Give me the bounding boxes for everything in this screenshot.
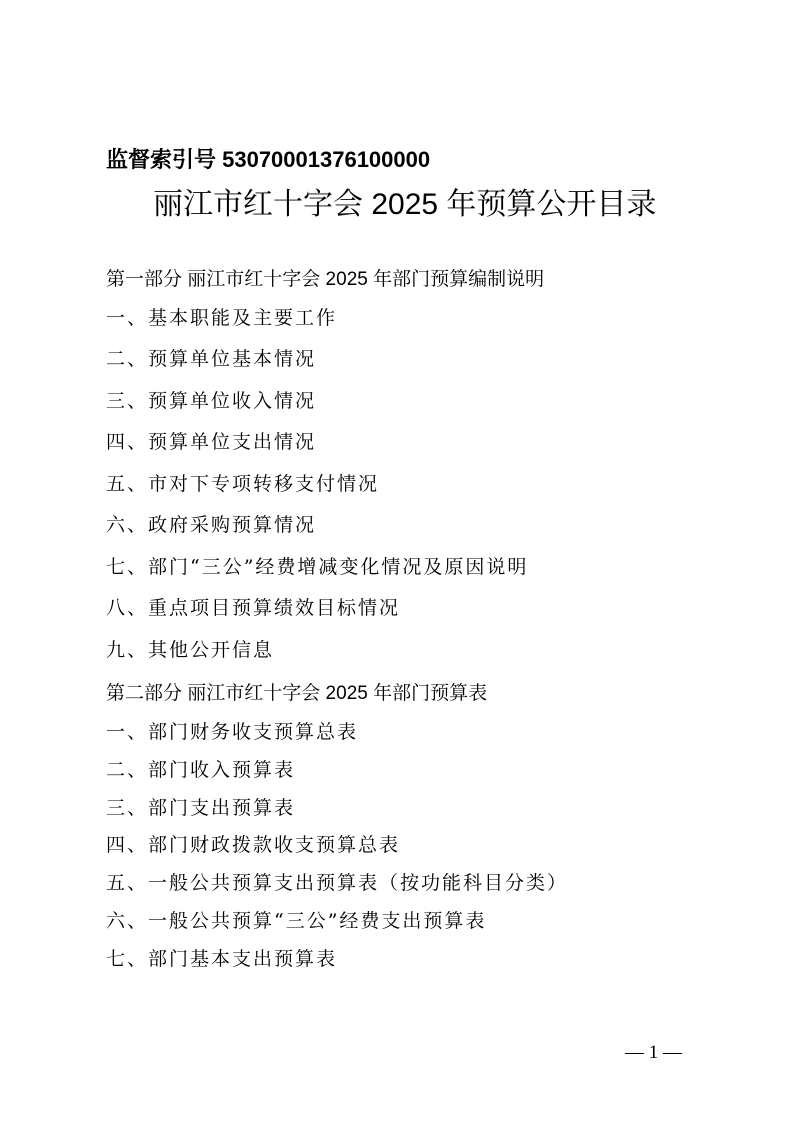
toc-item: 六、一般公共预算“三公”经费支出预算表: [106, 910, 487, 932]
toc-item: 九、其他公开信息: [106, 639, 275, 661]
document-title: 丽江市红十字会 2025 年预算公开目录: [153, 188, 657, 221]
toc-item: 三、预算单位收入情况: [106, 390, 317, 412]
toc-item: 八、重点项目预算绩效目标情况: [106, 597, 401, 619]
toc-item: 二、预算单位基本情况: [106, 348, 317, 370]
toc-item: 三、部门支出预算表: [106, 797, 296, 819]
toc-item: 一、部门财务收支预算总表: [106, 721, 359, 743]
part2-heading: 第二部分 丽江市红十字会 2025 年部门预算表: [106, 683, 488, 704]
toc-item: 五、市对下专项转移支付情况: [106, 473, 380, 495]
toc-item: 六、政府采购预算情况: [106, 514, 317, 536]
toc-item: 四、部门财政拨款收支预算总表: [106, 834, 401, 856]
toc-item: 七、部门“三公”经费增减变化情况及原因说明: [106, 556, 529, 578]
part1-heading: 第一部分 丽江市红十字会 2025 年部门预算编制说明: [106, 269, 545, 290]
toc-item: 七、部门基本支出预算表: [106, 948, 338, 970]
toc-item: 四、预算单位支出情况: [106, 431, 317, 453]
supervision-index: 监督索引号 53070001376100000: [106, 147, 431, 172]
toc-item: 二、部门收入预算表: [106, 759, 296, 781]
toc-item: 五、一般公共预算支出预算表（按功能科目分类）: [106, 872, 569, 894]
toc-item: 一、基本职能及主要工作: [106, 307, 338, 329]
page-number: — 1 —: [625, 1042, 682, 1063]
